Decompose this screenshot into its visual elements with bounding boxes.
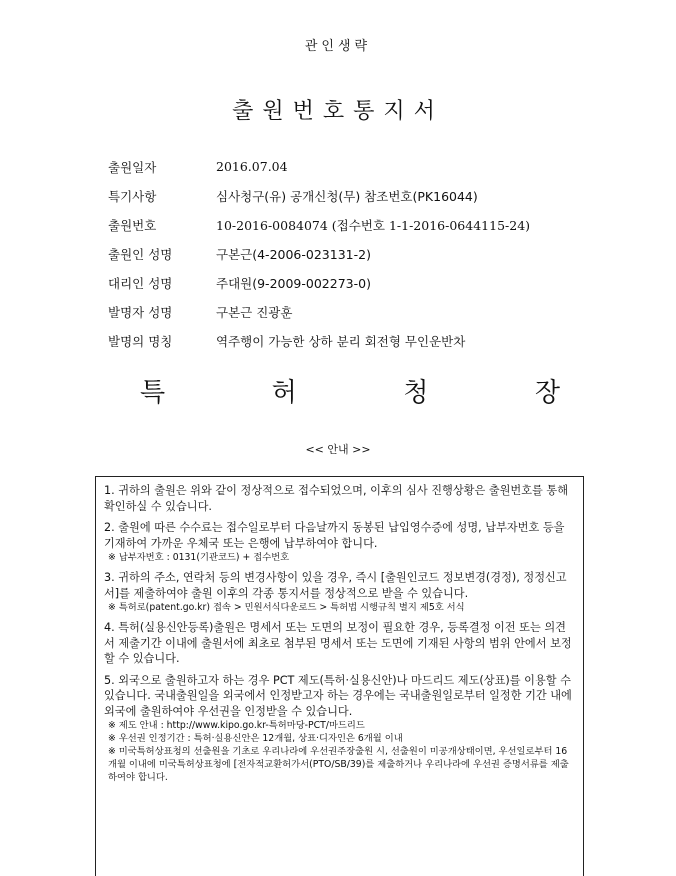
label-text: 출원인 성명 <box>108 246 173 262</box>
commissioner-title <box>140 372 560 409</box>
guide-text: 4. 특허(실용신안등록)출원은 명세서 또는 도면의 보정이 필요한 경우, 등록결정 이전 또는 의견서 제출기간 이내에 출원서에 최초로 첨부된 명세서 또는 도면에 기재된 사항의 범위 안에서 보정할 수 있습니다. <box>104 621 572 665</box>
guide-text: 2. 출원에 따른 수수료는 접수일로부터 다음날까지 동봉된 납입영수증에 성명, 납부자번호 등을 기재하여 가까운 우체국 또는 은행에 납부하여야 합니다. <box>104 521 565 550</box>
label-text: 대리인 성명 <box>108 275 173 291</box>
field-row-invention-title <box>108 326 648 355</box>
guide-item-5 <box>104 673 575 785</box>
guide-item-1 <box>104 483 575 514</box>
field-label <box>108 332 216 350</box>
field-value: 역주행이 가능한 상하 분리 회전형 무인운반차 <box>216 333 466 349</box>
guide-item-3 <box>104 570 575 614</box>
document-title: 출원번호통지서 <box>232 99 444 124</box>
field-value: 심사청구(유) 공개신청(무) 참조번호(PK16044) <box>216 188 478 204</box>
field-row-inventor <box>108 297 648 326</box>
field-value: 구본근(4-2006-023131-2) <box>216 246 371 262</box>
field-value: 구본근 진광훈 <box>216 304 293 320</box>
field-row-filing-date <box>108 152 648 181</box>
title-char: 특 <box>140 378 166 408</box>
guide-note: ※ 제도 안내 : http://www.kipo.go.kr-특허마당-PCT/마드리드 <box>108 720 365 731</box>
field-value: 2016.07.04 <box>216 159 288 174</box>
title-char: 허 <box>271 378 297 408</box>
guide-heading: << 안내 >> <box>305 443 371 456</box>
field-label <box>108 158 216 176</box>
field-label <box>108 274 216 292</box>
seal-omitted-text: 관인생략 <box>304 39 372 54</box>
guide-note: ※ 우선권 인정기간 : 특허·실용신안은 12개월, 상표·디자인은 6개월 이내 <box>108 733 403 744</box>
label-text: 출원일자 <box>108 159 157 175</box>
label-text: 발명의 명칭 <box>108 333 173 349</box>
field-row-special-notes <box>108 181 648 210</box>
field-label <box>108 216 216 234</box>
guide-text: 3. 귀하의 주소, 연락처 등의 변경사항이 있을 경우, 즉시 [출원인코드 정보변경(경정), 정정신고서]를 제출하여야 출원 이후의 각종 통지서를 정상적으로 받을 수 있습니다. <box>104 571 567 600</box>
guide-box <box>95 476 584 876</box>
guide-item-2 <box>104 520 575 564</box>
guide-note: ※ 특허로(patent.go.kr) 접속 > 민원서식다운로드 > 특허법 시행규칙 별지 제5호 서식 <box>108 602 465 613</box>
guide-item-4 <box>104 620 575 667</box>
field-row-application-number <box>108 210 648 239</box>
title-char: 청 <box>403 378 429 408</box>
field-value: 주대원(9-2009-002273-0) <box>216 275 371 291</box>
guide-text: 5. 외국으로 출원하고자 하는 경우 PCT 제도(특허·실용신안)나 마드리드 제도(상표)를 이용할 수 있습니다. 국내출원일을 외국에서 인정받고자 하는 경우에는 국내출원일로부터 일정한 기간 내에 외국에 출원하여야 우선권을 인정받을 수 있습니다. <box>104 673 572 718</box>
field-row-applicant <box>108 239 648 268</box>
guide-note: ※ 납부자번호 : 0131(기관코드) + 접수번호 <box>108 552 290 563</box>
guide-note: ※ 미국특허상표청의 선출원을 기초로 우리나라에 우선권주장출원 시, 선출원이 미공개상태이면, 우선일로부터 16개월 이내에 미국특허상표청에 [전자적교환허가서(PTO/SB/39)를 제출하거나 우리나라에 우선권 증명서류를 제출하여야 합니다. <box>108 746 569 783</box>
field-row-agent <box>108 268 648 297</box>
label-text: 출원번호 <box>108 217 157 233</box>
label-text: 특기사항 <box>108 188 157 204</box>
application-fields <box>108 152 648 355</box>
field-value: 10-2016-0084074 (접수번호 1-1-2016-0644115-24) <box>216 217 531 233</box>
label-text: 발명자 성명 <box>108 304 173 320</box>
title-char: 장 <box>534 378 560 408</box>
field-label <box>108 187 216 205</box>
field-label <box>108 245 216 263</box>
field-label <box>108 303 216 321</box>
guide-text: 1. 귀하의 출원은 위와 같이 정상적으로 접수되었으며, 이후의 심사 진행상황은 출원번호를 통해 확인하실 수 있습니다. <box>104 484 569 513</box>
